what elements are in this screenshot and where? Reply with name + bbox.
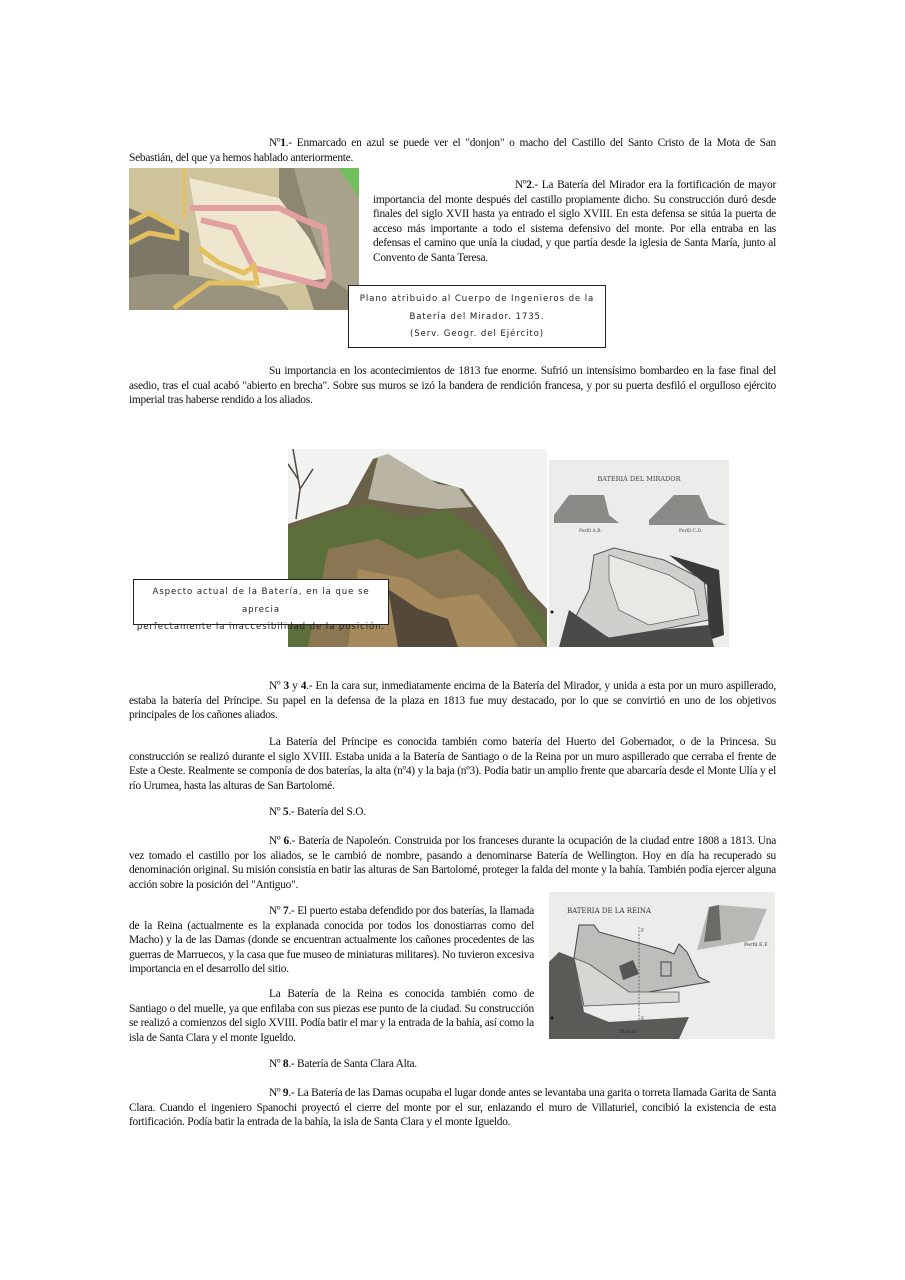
drawing-bateria-reina <box>549 892 775 1039</box>
caption-plano: Plano atribuido al Cuerpo de Ingenieros de la Batería del Mirador. 1735. (Serv. Geogr. del Ejército) <box>348 285 606 348</box>
paragraph-n7: Nº 7.- El puerto estaba defendido por dos baterías, la llamada de la Reina (actualmente es la explanada conocida por todos los donostiarras como del Macho) y la de las Damas (donde se encuentran actualmente los cañones procedentes de las guerras de Marruecos, y la casa que fue museo de miniaturas militares). No tuvieron excesiva importancia en el desarrollo del sitio. <box>129 905 535 976</box>
paragraph-n5: Nº 5.- Batería del S.O. <box>269 806 366 818</box>
drawing-bateria-mirador <box>549 460 729 647</box>
svg-text:F: F <box>641 929 645 934</box>
paragraph-principe: La Batería del Príncipe es conocida también como batería del Huerto del Gobernador, o de la Princesa. Su construcción se realizó durante el siglo XVIII. Estaba unida a la Batería de Santiago o de la Reina por un muro aspillerado que cerraba el frente de Este a Oeste. Realmente se componía de dos baterías, la alta (nº4) y la baja (nº3). Podía batir un amplio frente que abarcaría desde el Monte Ulía y el río Urumea, hasta las alturas de San Bartolomé. <box>129 736 776 792</box>
drawing-title: BATERIA DE LA REINA <box>566 907 652 915</box>
paragraph-n1: Nº1.- Enmarcado en azul se puede ver el "donjon" o macho del Castillo del Santo Cristo de la Mota de San Sebastián, del que ya hemos hablado anteriormente. <box>129 137 776 164</box>
paragraph-n3-n4: Nº 3 y 4.- En la cara sur, inmediatamente encima de la Batería del Mirador, y unida a esta por un muro aspillerado, estaba la batería del Príncipe. Su papel en la defensa de la plaza en 1813 fue muy destacado, por lo que se convirtió en uno de los objetivos principales de los cañones aliados. <box>129 680 776 722</box>
paragraph-importancia: Su importancia en los acontecimientos de 1813 fue enorme. Sufrió un intensísimo bombardeo en la fase final del asedio, tras el cual acabó "abierto en brecha". Sobre sus muros se izó la bandera de rendición francesa, y por su puerta desfiló el orgulloso ejército imperial tras haberse rendido a los aliados. <box>129 365 776 407</box>
paragraph-n2: Nº2.- La Batería del Mirador era la fortificación de mayor importancia del monte después del castillo propiamente dicho. Su construcción duró desde finales del siglo XVII hasta ya entrado el siglo XVIII. En esta defensa se sitúa la puerta de acceso más importante a todo el sistema defensivo del monte. Por ella entraba en las defensas el camino que unía la ciudad, y que partía desde la iglesia de Santa María, junto al Convento de Santa Teresa. <box>373 179 776 264</box>
svg-text:E: E <box>641 1017 645 1022</box>
drawing-title: BATERIA DEL MIRADOR <box>597 475 681 483</box>
paragraph-n9: Nº 9.- La Batería de las Damas ocupaba el lugar donde antes se levantaba una garita o torreta llamada Garita de Santa Clara. Cuando el ingeniero Spanochi proyectó el cierre del monte por el sur, enlazando el muro de Villaturiel, concibió la existencia de esta fortificación. Podía batir la entrada de la bahía, la isla de Santa Clara y el monte Igueldo. <box>129 1087 776 1129</box>
paragraph-n8: Nº 8.- Batería de Santa Clara Alta. <box>269 1058 417 1070</box>
caption-aspecto-actual: Aspecto actual de la Batería, en la que se aprecia perfectamente la inaccesibilidad de la posición. <box>133 579 389 625</box>
map-plano-bateria-mirador-image <box>129 168 359 310</box>
svg-text:Planta: Planta <box>619 1029 637 1035</box>
paragraph-reina: La Batería de la Reina es conocida también como de Santiago o del muelle, ya que enfilaba con sus piezas ese punto de la ciudad. Su construcción se realizó a comienzos del siglo XVIII. Podía batir el mar y la entrada de la bahía, así como la isla de Santa Clara y el monte Igueldo. <box>129 988 534 1044</box>
svg-text:Perfil E.F.: Perfil E.F. <box>744 942 769 948</box>
svg-text:Perfil A.B.: Perfil A.B. <box>579 529 602 534</box>
paragraph-n6: Nº 6.- Batería de Napoleón. Construida por los franceses durante la ocupación de la ciudad entre 1808 a 1813. Una vez tomado el castillo por los aliados, se le cambió de nombre, pasando a denominarse Batería de Wellington. Hoy en día ha recuperado su denominación original. Su misión consistía en batir las alturas de San Bartolomé, proteger la falda del monte y la bahía. También podía ejercer alguna acción sobre la posición del "Antiguo". <box>129 835 777 891</box>
svg-text:Perfil C.D.: Perfil C.D. <box>679 529 703 534</box>
